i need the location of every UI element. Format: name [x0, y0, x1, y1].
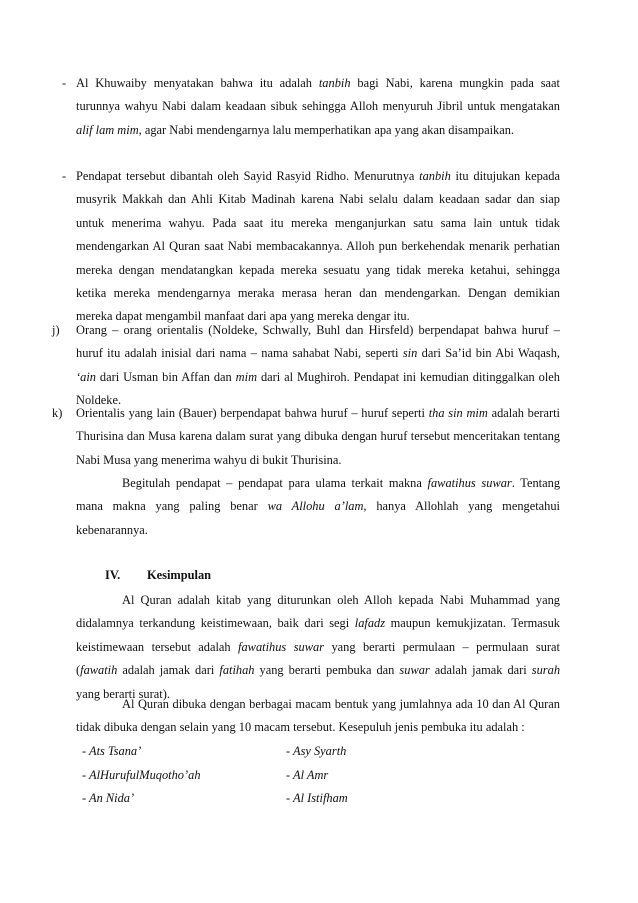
text-run: yang berarti pembuka dan — [254, 663, 400, 678]
text-run: Orang – orang orientalis (Noldeke, Schwally, Buhl dan Hirsfeld) berpendapat bahwa huruf – huruf itu adalah inisial dari nama – nama sahabat Nabi, seperti — [76, 323, 560, 361]
list-marker: k) — [52, 406, 63, 420]
text-run: adalah jamak dari — [429, 663, 532, 678]
text-run: itu ditujukan kepada musyrik Makkah dan Ahli Kitab Madinah karena Nabi selalu dalam keadaan sadar dan siap untuk menerima wahyu. Pada saat itu mereka menganjurkan satu sama lain untuk tidak mendengarkan Al Quran saat Nabi membacakannya. Alloh pun berkehendak menarik perhatian mereka dengan mendatangkan kepada mereka sesuatu yang tidak mereka ketahui, sehingga ketika mereka mendengarnya meraka merasa heran dan mendengarkan. Dengan demikian mereka dapat mengambil manfaat dari apa yang mereka dengar itu. — [76, 169, 560, 324]
opening-type-item: - Asy Syarth — [286, 744, 347, 758]
italic-term: surah — [531, 663, 561, 678]
italic-term: mim — [235, 369, 258, 384]
text-run: adalah jamak dari — [117, 663, 220, 678]
italic-term: suwar — [399, 663, 430, 678]
text-run: Al Khuwaiby menyatakan bahwa itu adalah — [76, 76, 319, 90]
list-marker: - — [62, 76, 67, 90]
italic-term: lafadz — [354, 616, 386, 631]
text-run: Orientalis yang lain (Bauer) berpendapat bahwa huruf – huruf seperti — [76, 406, 429, 420]
section-number: IV. — [105, 568, 121, 582]
text-run: bagi Nabi, karena mungkin pada saat turunnya wahyu Nabi dalam keadaan sibuk sehingga Alloh menyuruh Jibril untuk mengatakan — [76, 76, 560, 114]
opening-type-item: - An Nida’ — [82, 791, 135, 805]
italic-term: tha sin mim — [428, 406, 488, 420]
paragraph-item-1 — [76, 72, 560, 142]
text-run: Begitulah pendapat – pendapat para ulama terkait makna — [122, 476, 428, 490]
text-run: Al Quran dibuka dengan berbagai macam bentuk yang jumlahnya ada 10 dan Al Quran tidak dibuka dengan selain yang 10 macam tersebut. Kesepuluh jenis pembuka itu adalah : — [76, 697, 560, 735]
paragraph-item-k — [76, 402, 560, 472]
text-run: Pendapat tersebut dibantah oleh Sayid Rasyid Ridho. Menurutnya — [76, 169, 420, 183]
italic-term: tanbih — [419, 169, 451, 183]
italic-term: wa Allohu a’lam — [267, 499, 364, 514]
text-run: , hanya Allohlah yang mengetahui kebenarannya. — [76, 499, 560, 537]
text-run: yang berarti permulaan – permulaan surat ( — [76, 639, 560, 678]
opening-type-item: - Ats Tsana’ — [82, 744, 142, 758]
text-run: adalah berarti Thurisina dan Musa karena dalam surat yang dibuka dengan huruf tersebut menceritakan tentang Nabi Musa yang menerima wahyu di bukit Thurisina. — [76, 406, 560, 467]
paragraph-item-2 — [76, 165, 560, 329]
section-heading — [105, 564, 211, 587]
italic-term: fawatihus suwar — [427, 476, 512, 490]
italic-term: fawatihus suwar — [238, 639, 324, 654]
italic-term: fatihah — [219, 663, 255, 678]
text-run: maupun kemukjizatan. Termasuk keistimewaan tersebut adalah — [76, 616, 560, 654]
paragraph-conclusion-2 — [76, 693, 560, 740]
opening-type-item: - AlHurufulMuqotho’ah — [82, 768, 201, 782]
text-run: yang berarti surat). — [76, 686, 170, 701]
text-run: , agar Nabi mendengarnya lalu memperhatikan apa yang akan disampaikan. — [138, 122, 515, 137]
italic-term: alif lam mim — [76, 122, 139, 137]
text-run: dari al Mughiroh. Pendapat ini kemudian ditinggalkan oleh Noldeke. — [76, 369, 561, 408]
list-marker: j) — [52, 323, 60, 337]
text-run: dari Usman bin Affan dan — [95, 369, 236, 384]
paragraph-conclusion-1 — [76, 589, 560, 706]
list-marker: - — [62, 169, 67, 183]
italic-term: fawatih — [80, 663, 118, 678]
opening-type-item: - Al Amr — [286, 768, 329, 782]
paragraph-closing — [76, 472, 560, 542]
italic-term: tanbih — [318, 76, 351, 90]
italic-term: sin — [402, 346, 418, 361]
italic-term: ‘ain — [76, 369, 96, 384]
opening-type-item: - Al Istifham — [286, 791, 348, 805]
text-run: dari Sa’id bin Abi Waqash, — [417, 346, 560, 361]
section-title: Kesimpulan — [147, 568, 212, 582]
text-run: Al Quran adalah kitab yang diturunkan oleh Alloh kepada Nabi Muhammad yang didalamnya terkandung keistimewaan, baik dari segi — [76, 593, 560, 631]
paragraph-item-j — [76, 319, 560, 413]
text-run: . Tentang mana makna yang paling benar — [76, 476, 561, 514]
